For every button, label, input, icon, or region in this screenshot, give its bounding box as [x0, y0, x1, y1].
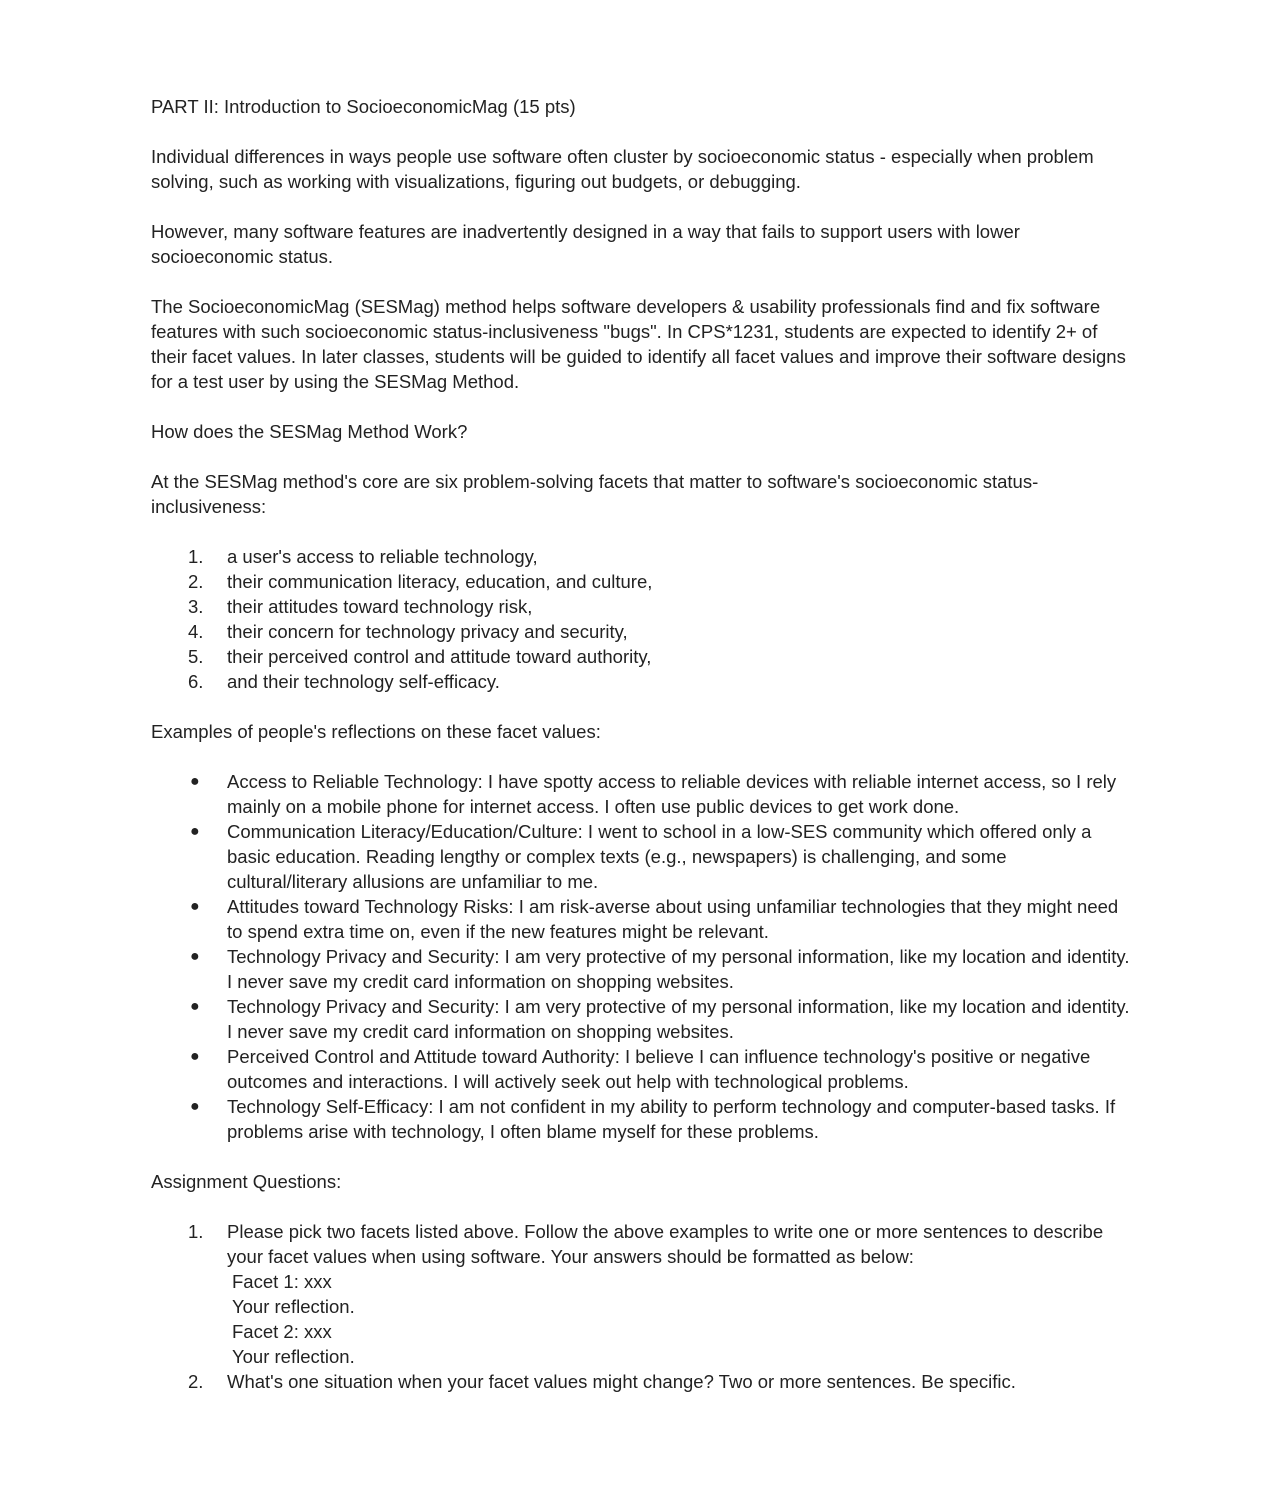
facet-list	[151, 544, 1131, 694]
list-item	[151, 994, 1131, 1044]
bullet-icon: ●	[190, 1048, 200, 1065]
list-item	[151, 1094, 1131, 1144]
facet-text: their concern for technology privacy and security,	[227, 621, 628, 642]
assignment-questions-list	[151, 1219, 1131, 1394]
list-number: 4.	[188, 621, 204, 642]
answer-format-line: Your reflection.	[232, 1346, 355, 1367]
example-text: Technology Privacy and Security: I am very protective of my personal information, like my location and identity. I never save my credit card information on shopping websites.	[227, 946, 1130, 992]
answer-format-line: Facet 2: xxx	[232, 1321, 332, 1342]
facet-text: their communication literacy, education, and culture,	[227, 571, 653, 592]
list-number: 2.	[188, 571, 204, 592]
question-2-text: What's one situation when your facet values might change? Two or more sentences. Be specific.	[227, 1371, 1016, 1392]
core-intro-paragraph: At the SESMag method's core are six problem-solving facets that matter to software's socioeconomic status-inclusiveness:	[151, 471, 1039, 517]
answer-format-line: Facet 1: xxx	[232, 1271, 332, 1292]
list-item	[151, 769, 1131, 819]
how-heading: How does the SESMag Method Work?	[151, 421, 468, 442]
list-item	[151, 594, 1131, 619]
list-item	[151, 669, 1131, 694]
intro-paragraph-2: However, many software features are inadvertently designed in a way that fails to support users with lower socioeconomic status.	[151, 221, 1020, 267]
bullet-icon: ●	[190, 1098, 200, 1115]
list-number: 1.	[188, 1221, 204, 1242]
intro-paragraph-3: The SocioeconomicMag (SESMag) method helps software developers & usability professionals find and fix software features with such socioeconomic status-inclusiveness "bugs". In CPS*1231, students are expected to identify 2+ of their facet values. In later classes, students will be guided to identify all facet values and improve their software designs for a test user by using the SESMag Method.	[151, 296, 1126, 392]
list-number: 5.	[188, 646, 204, 667]
list-item	[151, 1044, 1131, 1094]
bullet-icon: ●	[190, 998, 200, 1015]
intro-paragraph-1: Individual differences in ways people use software often cluster by socioeconomic status - especially when problem solving, such as working with visualizations, figuring out budgets, or debugging.	[151, 146, 1094, 192]
examples-list	[151, 769, 1131, 1144]
answer-format-line: Your reflection.	[232, 1296, 355, 1317]
example-text: Technology Self-Efficacy: I am not confident in my ability to perform technology and computer-based tasks. If problems arise with technology, I often blame myself for these problems.	[227, 1096, 1116, 1142]
list-number: 1.	[188, 546, 204, 567]
document-page	[151, 94, 1131, 1419]
facet-text: a user's access to reliable technology,	[227, 546, 538, 567]
question-2	[151, 1369, 1131, 1394]
bullet-icon: ●	[190, 948, 200, 965]
example-text: Attitudes toward Technology Risks: I am risk-averse about using unfamiliar technologies that they might need to spend extra time on, even if the new features might be relevant.	[227, 896, 1119, 942]
list-number: 6.	[188, 671, 204, 692]
question-1-text: Please pick two facets listed above. Follow the above examples to write one or more sentences to describe your facet values when using software. Your answers should be formatted as below:	[227, 1221, 1104, 1267]
examples-heading: Examples of people's reflections on these facet values:	[151, 721, 601, 742]
facet-text: and their technology self-efficacy.	[227, 671, 500, 692]
question-1	[151, 1219, 1131, 1369]
bullet-icon: ●	[190, 898, 200, 915]
example-text: Communication Literacy/Education/Culture: I went to school in a low-SES community which offered only a basic education. Reading lengthy or complex texts (e.g., newspapers) is challenging, and some cultural/literary allusions are unfamiliar to me.	[227, 821, 1092, 892]
list-item	[151, 544, 1131, 569]
list-number: 3.	[188, 596, 204, 617]
facet-text: their perceived control and attitude toward authority,	[227, 646, 652, 667]
list-number: 2.	[188, 1371, 204, 1392]
list-item	[151, 569, 1131, 594]
list-item	[151, 894, 1131, 944]
example-text: Perceived Control and Attitude toward Authority: I believe I can influence technology's positive or negative outcomes and interactions. I will actively seek out help with technological problems.	[227, 1046, 1091, 1092]
bullet-icon: ●	[190, 773, 200, 790]
assignment-heading: Assignment Questions:	[151, 1171, 342, 1192]
example-text: Technology Privacy and Security: I am very protective of my personal information, like my location and identity. I never save my credit card information on shopping websites.	[227, 996, 1130, 1042]
facet-text: their attitudes toward technology risk,	[227, 596, 533, 617]
document-title: PART II: Introduction to SocioeconomicMag (15 pts)	[151, 96, 576, 117]
list-item	[151, 944, 1131, 994]
list-item	[151, 619, 1131, 644]
bullet-icon: ●	[190, 823, 200, 840]
list-item	[151, 819, 1131, 894]
example-text: Access to Reliable Technology: I have spotty access to reliable devices with reliable internet access, so I rely mainly on a mobile phone for internet access. I often use public devices to get work done.	[227, 771, 1117, 817]
list-item	[151, 644, 1131, 669]
